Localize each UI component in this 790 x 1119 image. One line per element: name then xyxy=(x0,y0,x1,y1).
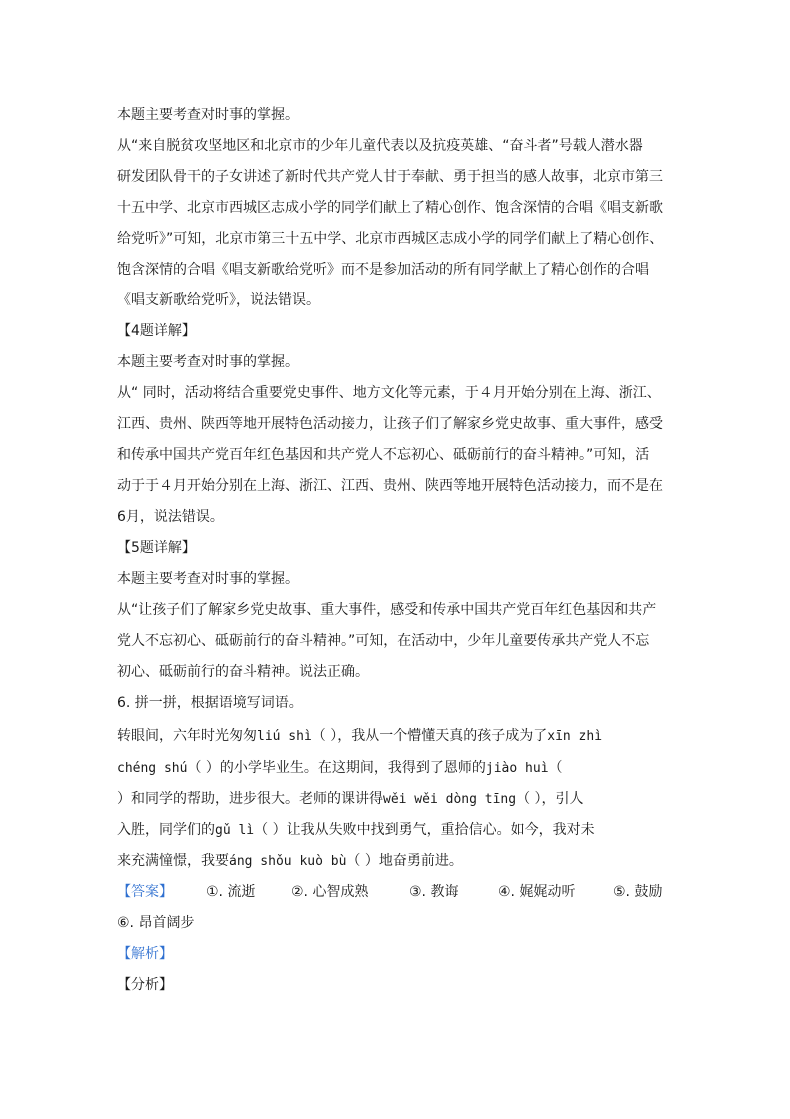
answer-label: 【答案】 xyxy=(117,884,173,900)
answer-item: ②. 心智成熟 xyxy=(291,884,369,900)
passage-line xyxy=(117,789,677,810)
answer-item-6: ⑥. 昂首阔步 xyxy=(117,915,195,931)
passage-line xyxy=(117,758,677,779)
answer-line xyxy=(117,882,677,902)
passage-text: 来充满憧憬，我要 xyxy=(117,853,229,869)
fenxi-label: 【分析】 xyxy=(117,977,173,993)
passage-blank: （ ）让我从失败中找到勇气，重拾信心。如今，我对未 xyxy=(254,822,595,838)
pinyin: gǔ lì xyxy=(215,823,255,838)
text-line: 研发团队骨干的子女讲述了新时代共产党人甘于奉献、勇于担当的感人故事，北京市第三 xyxy=(117,169,663,185)
question-6-title: 6. 拼一拼，根据语境写词语。 xyxy=(117,695,303,711)
text-line: 饱含深情的合唱《唱支新歌给党听》而不是参加活动的所有同学献上了精心创作的合唱 xyxy=(117,262,649,278)
answer-item: ⑤. 鼓励 xyxy=(613,884,663,900)
analysis-label: 【解析】 xyxy=(117,946,173,962)
passage-text: 入胜，同学们的 xyxy=(117,822,215,838)
passage-text: （ xyxy=(548,760,563,776)
passage-line xyxy=(117,851,677,872)
passage-text: 转眼间，六年时光匆匆 xyxy=(117,728,257,744)
text-line: 本题主要考查对时事的掌握。 xyxy=(117,107,299,123)
text-line: 从“来自脱贫攻坚地区和北京市的少年儿童代表以及抗疫英雄、“奋斗者”号载人潜水器 xyxy=(117,138,643,154)
pinyin: liú shì xyxy=(257,729,312,744)
answer-item: ①. 流逝 xyxy=(206,884,256,900)
answer-item: ③. 教诲 xyxy=(409,884,459,900)
text-line: 本题主要考查对时事的掌握。 xyxy=(117,354,299,370)
pinyin: wěi wěi dòng tīng xyxy=(383,792,517,807)
section-heading-q4: 【4题详解】 xyxy=(117,323,196,339)
section-heading-q5: 【5题详解】 xyxy=(117,540,196,556)
passage-blank: （ ），我从一个懵懂天真的孩子成为了 xyxy=(311,728,548,744)
answer-item: ④. 娓娓动听 xyxy=(498,884,576,900)
text-line: 党人不忘初心、砥砺前行的奋斗精神。”可知，在活动中，少年儿童要传承共产党人不忘 xyxy=(117,633,650,649)
text-line: 和传承中国共产党百年红色基因和共产党人不忘初心、砥砺前行的奋斗精神。”可知，活 xyxy=(117,447,650,463)
pinyin: áng shǒu kuò bù xyxy=(229,854,347,869)
text-line: 动于于４月开始分别在上海、浙江、江西、贵州、陕西等地开展特色活动接力，而不是在 xyxy=(117,478,663,494)
text-line: 从“ 同时，活动将结合重要党史事件、地方文化等元素，于４月开始分别在上海、浙江、 xyxy=(117,385,661,401)
text-line: 从“让孩子们了解家乡党史故事、重大事件，感受和传承中国共产党百年红色基因和共产 xyxy=(117,602,657,618)
passage-blank: （ ）的小学毕业生。在这期间，我得到了恩师的 xyxy=(187,760,486,776)
passage-line xyxy=(117,726,677,747)
passage-blank: （ ），引人 xyxy=(516,791,584,807)
text-line: 给党听》”可知，北京市第三十五中学、北京市西城区志成小学的同学们献上了精心创作、 xyxy=(117,231,664,247)
text-line: 江西、贵州、陕西等地开展特色活动接力，让孩子们了解家乡党史故事、重大事件，感受 xyxy=(117,416,663,432)
text-line: 《唱支新歌给党听》，说法错误。 xyxy=(117,292,320,308)
text-line: 本题主要考查对时事的掌握。 xyxy=(117,571,299,587)
text-line: 十五中学、北京市西城区志成小学的同学们献上了精心创作、饱含深情的合唱《唱支新歌 xyxy=(117,200,663,216)
pinyin: xīn zhì xyxy=(547,729,603,744)
pinyin: chéng shú xyxy=(117,761,188,776)
text-line: 6月，说法错误。 xyxy=(117,509,224,525)
pinyin: jiào huì xyxy=(485,761,549,776)
text-line: 初心、砥砺前行的奋斗精神。说法正确。 xyxy=(117,664,369,680)
passage-line xyxy=(117,820,677,841)
passage-blank: （ ）地奋勇前进。 xyxy=(346,853,463,869)
passage-text: ）和同学的帮助，进步很大。老师的课讲得 xyxy=(117,791,383,807)
